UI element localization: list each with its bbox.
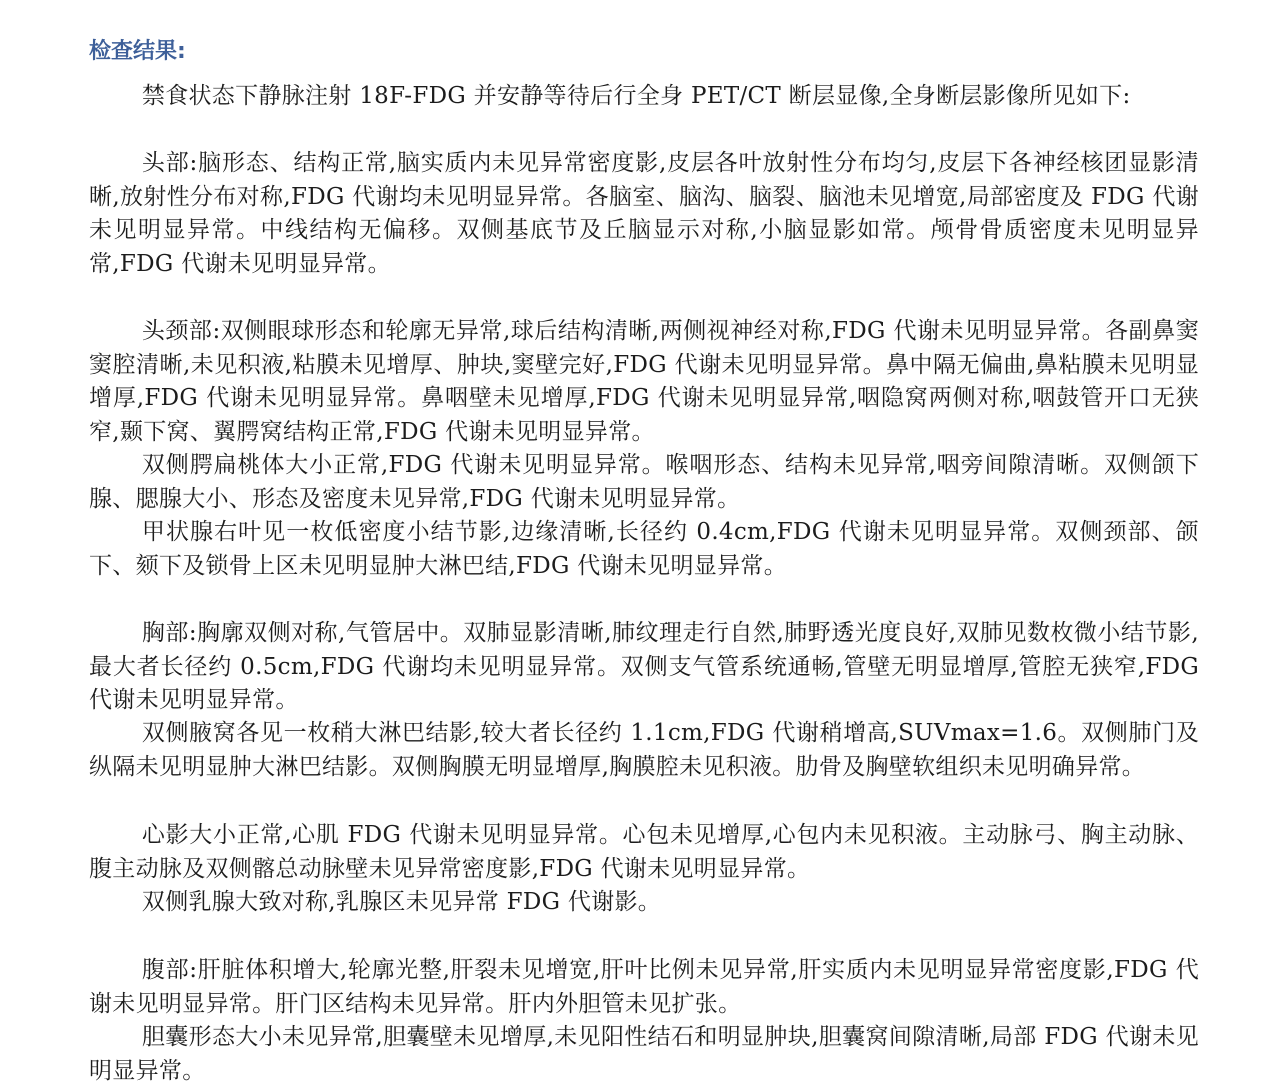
paragraph-head-neck: 头颈部:双侧眼球形态和轮廓无异常,球后结构清晰,两侧视神经对称,FDG 代谢未见明显异常。各副鼻窦窦腔清晰,未见积液,粘膜未见增厚、肿块,窦壁完好,FDG 代谢未见明显异常。鼻中隔无偏曲,鼻粘膜未见明显增厚,FDG 代谢未见明显异常。鼻咽壁未见增厚,FDG 代谢未见明显异常,咽隐窝两侧对称,咽鼓管开口无狭窄,颞下窝、翼腭窝结构正常,FDG 代谢未见明显异常。 (89, 318, 1199, 445)
paragraph-heart: 心影大小正常,心肌 FDG 代谢未见明显异常。心包未见增厚,心包内未见积液。主动脉弓、胸主动脉、腹主动脉及双侧髂总动脉壁未见异常密度影,FDG 代谢未见明显异常。 (89, 822, 1199, 882)
paragraph-thyroid: 甲状腺右叶见一枚低密度小结节影,边缘清晰,长径约 0.4cm,FDG 代谢未见明显异常。双侧颈部、颌下、颏下及锁骨上区未见明显肿大淋巴结,FDG 代谢未见明显异常。 (89, 519, 1199, 579)
paragraph-intro: 禁食状态下静脉注射 18F-FDG 并安静等待后行全身 PET/CT 断层显像,全身断层影像所见如下: (141, 83, 1131, 109)
paragraph-axilla: 双侧腋窝各见一枚稍大淋巴结影,较大者长径约 1.1cm,FDG 代谢稍增高,SUVmax=1.6。双侧肺门及纵隔未见明显肿大淋巴结影。双侧胸膜无明显增厚,胸膜腔未见积液。肋骨及胸壁软组织未见明确异常。 (89, 720, 1199, 780)
paragraph-chest: 胸部:胸廓双侧对称,气管居中。双肺显影清晰,肺纹理走行自然,肺野透光度良好,双肺见数枚微小结节影,最大者长径约 0.5cm,FDG 代谢均未见明显异常。双侧支气管系统通畅,管壁无明显增厚,管腔无狭窄,FDG 代谢未见明显异常。 (89, 620, 1199, 713)
paragraph-breast: 双侧乳腺大致对称,乳腺区未见异常 FDG 代谢影。 (141, 889, 662, 915)
section-title: 检查结果: (89, 39, 186, 64)
paragraph-tonsils: 双侧腭扁桃体大小正常,FDG 代谢未见明显异常。喉咽形态、结构未见异常,咽旁间隙清晰。双侧颌下腺、腮腺大小、形态及密度未见异常,FDG 代谢未见明显异常。 (89, 452, 1199, 512)
paragraph-abdomen: 腹部:肝脏体积增大,轮廓光整,肝裂未见增宽,肝叶比例未见异常,肝实质内未见明显异常密度影,FDG 代谢未见明显异常。肝门区结构未见异常。肝内外胆管未见扩张。 (89, 957, 1199, 1017)
paragraph-gallbladder: 胆囊形态大小未见异常,胆囊壁未见增厚,未见阳性结石和明显肿块,胆囊窝间隙清晰,局部 FDG 代谢未见明显异常。 (89, 1024, 1199, 1084)
paragraph-head: 头部:脑形态、结构正常,脑实质内未见异常密度影,皮层各叶放射性分布均匀,皮层下各神经核团显影清晰,放射性分布对称,FDG 代谢均未见明显异常。各脑室、脑沟、脑裂、脑池未见增宽,局部密度及 FDG 代谢未见明显异常。中线结构无偏移。双侧基底节及丘脑显示对称,小脑显影如常。颅骨骨质密度未见明显异常,FDG 代谢未见明显异常。 (89, 150, 1199, 277)
